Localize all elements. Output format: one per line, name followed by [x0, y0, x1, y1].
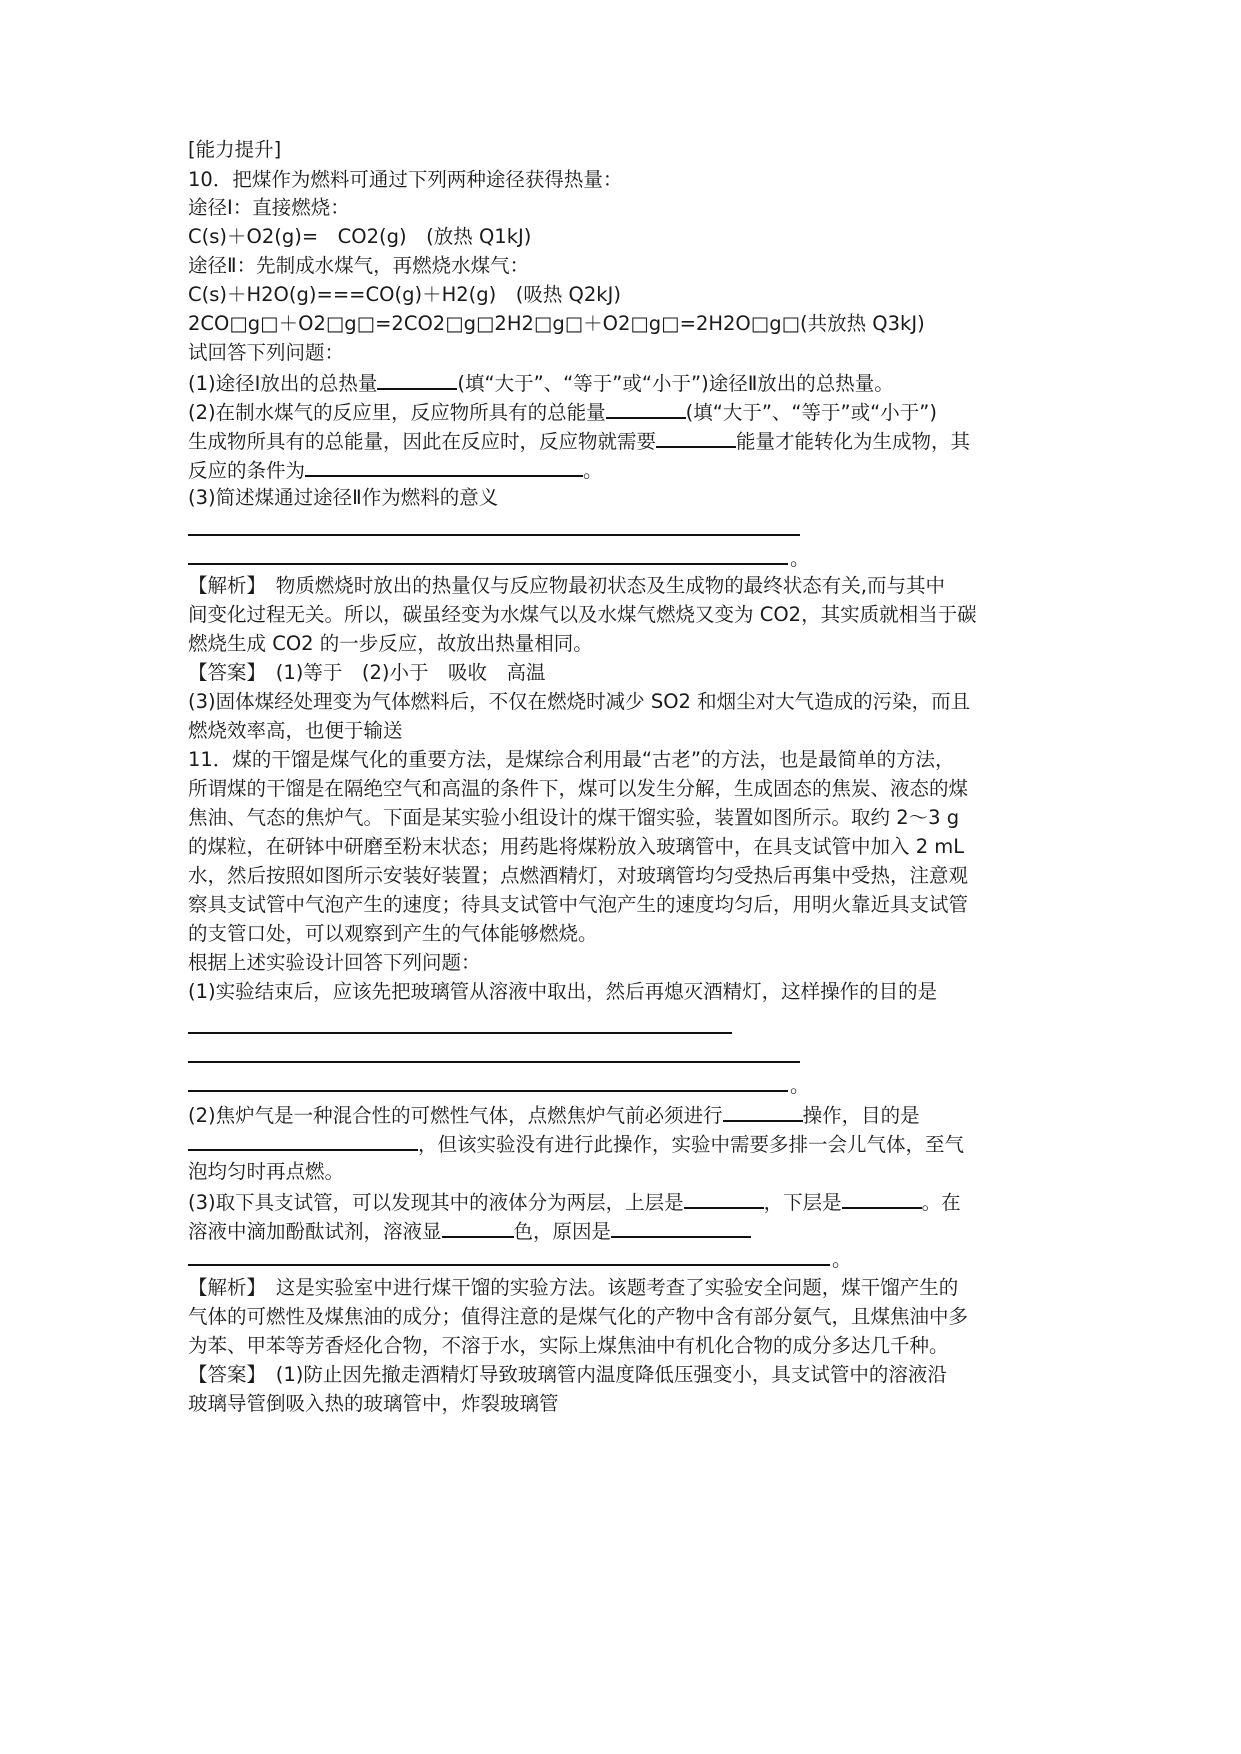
q11-text-8: 根据上述实验设计回答下列问题： — [188, 951, 481, 974]
q11-part3-b: ，下层是 — [763, 1191, 842, 1214]
q11-part3-d: 溶液中滴加酚酞试剂，溶液显 — [188, 1220, 442, 1243]
q10-analysis-1: 物质燃烧时放出的热量仅与反应物最初状态及生成物的最终状态有关,而与其中 — [256, 574, 945, 597]
q10-answer-line1 — [188, 659, 546, 687]
q11-text-6: 察具支试管中气泡产生的速度；待具支试管中气泡产生的速度均匀后，用明火靠近具支试管 — [188, 893, 969, 916]
q10-equation-3: 2CO□g□＋O2□g□=2CO2□g□2H2□g□＋O2□g□=2H2O□g□(共放热 Q3kJ) — [188, 312, 925, 335]
q10-part2-line3 — [188, 455, 603, 485]
section-header: [能力提升] — [188, 138, 282, 161]
q10-answer-1: (1)等于 (2)小于 吸收 高温 — [256, 661, 546, 684]
answer-line[interactable] — [188, 534, 800, 536]
q10-period: 。 — [790, 547, 810, 570]
q11-part2-d: 泡均匀时再点燃。 — [188, 1160, 345, 1183]
q11-part2-b: 操作，目的是 — [802, 1104, 920, 1127]
q10-part2-line2 — [188, 426, 970, 456]
q11-period-2: 。 — [832, 1248, 852, 1271]
q10-part2-e: 反应的条件为 — [188, 459, 306, 482]
answer-line[interactable] — [188, 1032, 732, 1034]
answer-line[interactable] — [188, 563, 788, 565]
answer-line[interactable] — [188, 1090, 788, 1092]
q10-part2-d: 能量才能转化为生成物，其 — [736, 430, 971, 453]
q11-text-7: 的支管口处，可以观察到产生的气体能够燃烧。 — [188, 922, 598, 945]
q10-part1-b: (填“大于”、“等于”或“小于”)途径Ⅱ放出的总热量。 — [457, 372, 894, 395]
q11-analysis-3: 为苯、甲苯等芳香烃化合物，不溶于水，实际上煤焦油中有机化合物的成分多达几千种。 — [188, 1334, 949, 1357]
q10-analysis-2: 间变化过程无关。所以，碳虽经变为水煤气以及水煤气燃烧又变为 CO2，其实质就相当于碳 — [188, 603, 977, 626]
q11-part3-e: 色，原因是 — [513, 1220, 612, 1243]
q10-ask: 试回答下列问题： — [188, 341, 345, 364]
q11-analysis-1: 这是实验室中进行煤干馏的实验方法。该题考查了实验安全问题，煤干馏产生的 — [256, 1276, 959, 1299]
answer-tag: 【答案】 — [188, 661, 257, 684]
answer-blank[interactable] — [611, 1216, 751, 1238]
q10-part2-f: 。 — [583, 459, 603, 482]
q11-part3-line2 — [188, 1216, 751, 1246]
answer-tag: 【答案】 — [188, 1363, 257, 1386]
q11-part1: (1)实验结束后，应该先把玻璃管从溶液中取出，然后再熄灭酒精灯，这样操作的目的是 — [188, 980, 938, 1003]
q11-part3-line1 — [188, 1187, 961, 1217]
q10-intro: 10．把煤作为燃料可通过下列两种途径获得热量： — [188, 168, 623, 191]
q10-equation-2: C(s)＋H2O(g)===CO(g)＋H2(g) (吸热 Q2kJ) — [188, 283, 621, 306]
q11-period-1: 。 — [790, 1074, 810, 1097]
q11-part2-line1 — [188, 1100, 920, 1130]
q10-part1 — [188, 368, 894, 398]
answer-blank[interactable] — [684, 1187, 764, 1209]
q10-part2-line1 — [188, 397, 937, 427]
q11-part3-c: 。在 — [921, 1191, 961, 1214]
q10-route2-label: 途径Ⅱ：先制成水煤气，再燃烧水煤气： — [188, 254, 530, 277]
answer-blank[interactable] — [842, 1187, 922, 1209]
q10-route1-label: 途径Ⅰ：直接燃烧： — [188, 196, 350, 219]
q11-part2-a: (2)焦炉气是一种混合性的可燃性气体，点燃焦炉气前必须进行 — [188, 1104, 723, 1127]
q10-part2-b: (填“大于”、“等于”或“小于”) — [685, 401, 937, 424]
answer-blank[interactable] — [442, 1216, 514, 1238]
analysis-tag: 【解析】 — [188, 1276, 257, 1299]
answer-line[interactable] — [188, 1264, 830, 1266]
q11-text-1: 11．煤的干馏是煤气化的重要方法，是煤综合利用最“古老”的方法，也是最简单的方法， — [188, 748, 955, 771]
q11-analysis-line1 — [188, 1274, 958, 1302]
q11-answer-2: 玻璃导管倒吸入热的玻璃管中，炸裂玻璃管 — [188, 1392, 559, 1415]
answer-blank[interactable] — [188, 1129, 418, 1151]
q10-answer-2: (3)固体煤经处理变为气体燃料后，不仅在燃烧时减少 SO2 和烟尘对大气造成的污染，而且 — [188, 690, 971, 713]
q10-answer-3: 燃烧效率高，也便于输送 — [188, 719, 403, 742]
q11-answer-line1 — [188, 1361, 947, 1389]
q10-part2-a: (2)在制水煤气的反应里，反应物所具有的总能量 — [188, 401, 606, 424]
answer-blank[interactable] — [377, 368, 457, 390]
q11-answer-1: (1)防止因先撤走酒精灯导致玻璃管内温度降低压强变小，具支试管中的溶液沿 — [256, 1363, 947, 1386]
q11-text-2: 所谓煤的干馏是在隔绝空气和高温的条件下，煤可以发生分解，生成固态的焦炭、液态的煤 — [188, 777, 969, 800]
q11-text-5: 水，然后按照如图所示安装好装置；点燃酒精灯，对玻璃管均匀受热后再集中受热，注意观 — [188, 864, 969, 887]
q11-analysis-2: 气体的可燃性及煤焦油的成分；值得注意的是煤气化的产物中含有部分氨气，且煤焦油中多 — [188, 1305, 969, 1328]
analysis-tag: 【解析】 — [188, 574, 257, 597]
answer-blank[interactable] — [723, 1100, 803, 1122]
q11-text-3: 焦油、气态的焦炉气。下面是某实验小组设计的煤干馏实验，装置如图所示。取约 2～3 g — [188, 806, 960, 829]
answer-blank[interactable] — [305, 455, 583, 477]
q11-part2-c: ，但该实验没有进行此操作，实验中需要多排一会儿气体，至气 — [418, 1133, 965, 1156]
q11-part2-line2 — [188, 1129, 964, 1159]
q10-part3: (3)简述煤通过途径Ⅱ作为燃料的意义 — [188, 486, 499, 509]
q10-part2-c: 生成物所具有的总能量，因此在反应时，反应物就需要 — [188, 430, 657, 453]
q11-text-4: 的煤粒，在研钵中研磨至粉末状态；用药匙将煤粉放入玻璃管中，在具支试管中加入 2 mL — [188, 835, 965, 858]
answer-line[interactable] — [188, 1061, 800, 1063]
q10-analysis-3: 燃烧生成 CO2 的一步反应，故放出热量相同。 — [188, 632, 593, 655]
q10-analysis-line1 — [188, 572, 945, 600]
answer-blank[interactable] — [656, 426, 736, 448]
answer-blank[interactable] — [606, 397, 686, 419]
q10-equation-1: C(s)＋O2(g)= CO2(g) (放热 Q1kJ) — [188, 225, 532, 248]
q10-part1-a: (1)途径Ⅰ放出的总热量 — [188, 372, 378, 395]
q11-part3-a: (3)取下具支试管，可以发现其中的液体分为两层，上层是 — [188, 1191, 684, 1214]
